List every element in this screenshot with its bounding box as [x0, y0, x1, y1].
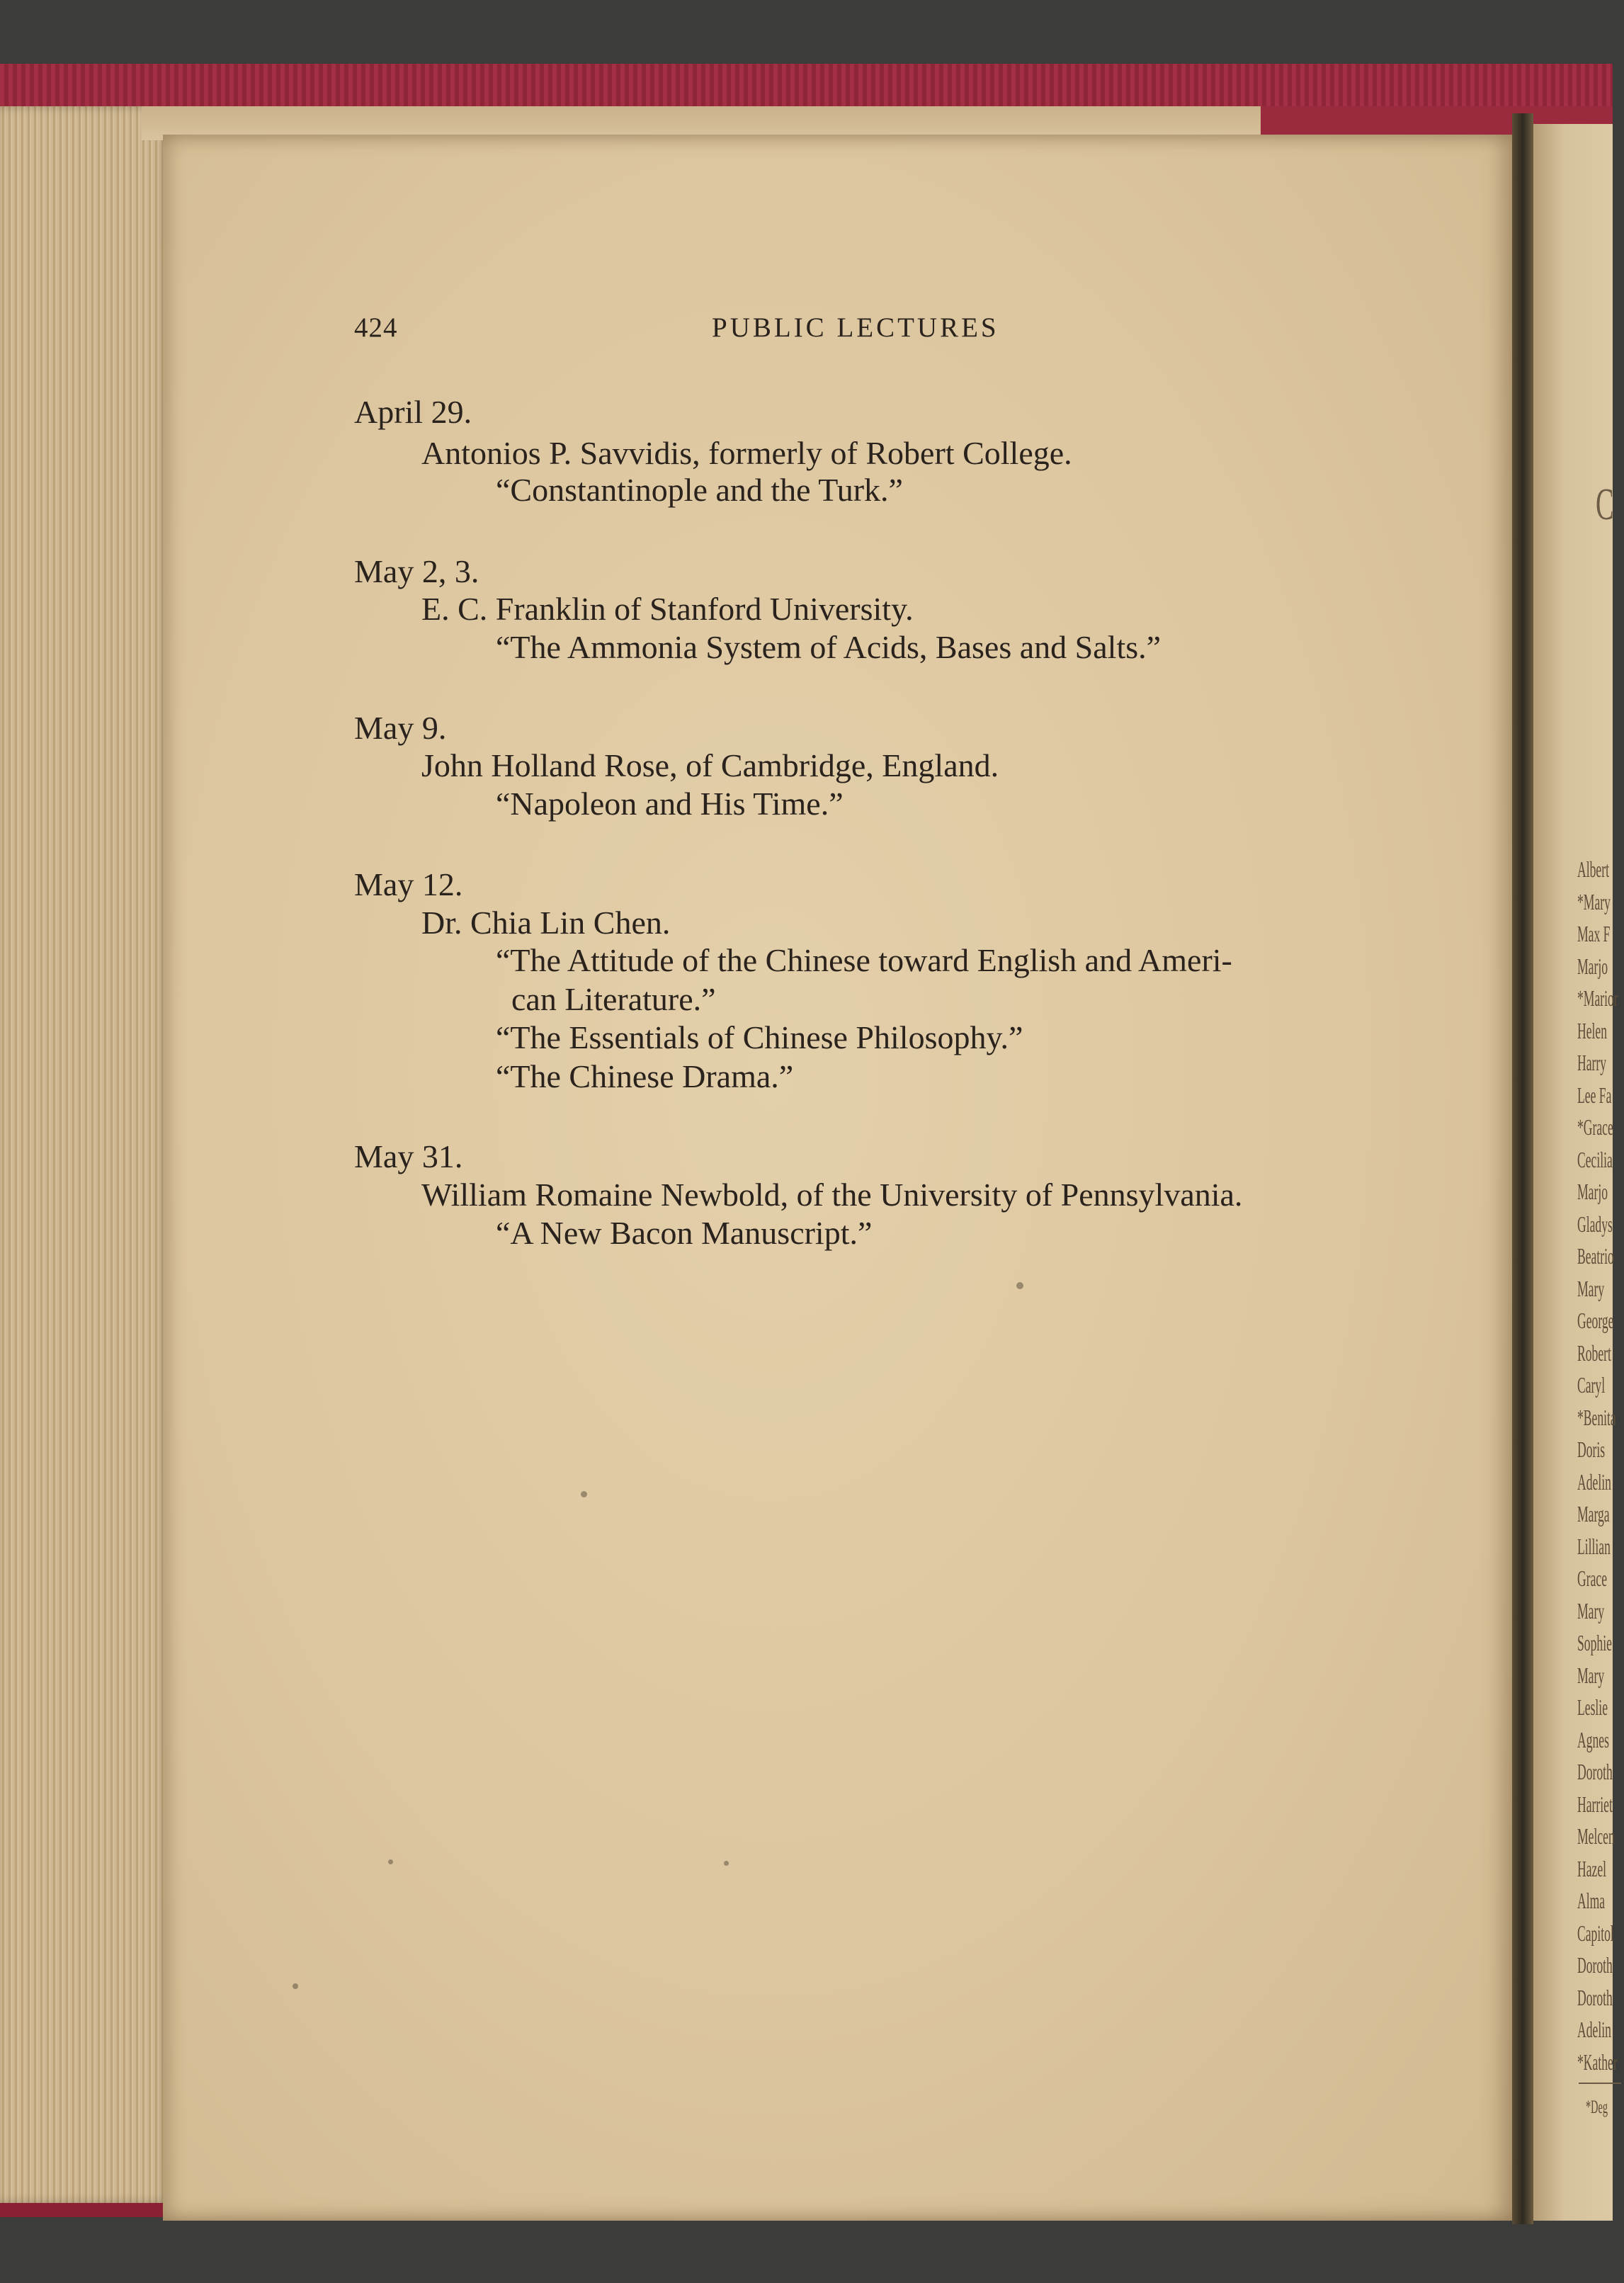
lecture-title: “The Ammonia System of Acids, Bases and Salts.” [496, 629, 1162, 665]
facing-name: *Marior [1577, 985, 1618, 1011]
facing-name: Marga [1577, 1501, 1610, 1526]
facing-name: Beatrio [1577, 1243, 1614, 1269]
book-gutter [1512, 113, 1533, 2224]
facing-name-list [1577, 854, 1624, 2078]
lecture-title: “The Chinese Drama.” [496, 1058, 794, 1094]
facing-name: Mary [1577, 1662, 1605, 1688]
facing-name: *Mary [1577, 888, 1611, 914]
page-header [0, 312, 1613, 354]
lecture-date: May 12. [354, 866, 463, 902]
facing-name: Alma [1577, 1888, 1606, 1913]
lecture-title: “The Attitude of the Chinese toward English and Ameri- [496, 942, 1232, 978]
lecture-speaker: William Romaine Newbold, of the University of Pennsylvania. [421, 1177, 1243, 1213]
facing-name: Adelin [1577, 2017, 1611, 2042]
facing-name: Doroth [1577, 1952, 1613, 1978]
cover-cloth-edge [0, 64, 1613, 106]
lecture-date: May 9. [354, 710, 447, 746]
paper-speck [724, 1861, 729, 1866]
lecture-title-continuation: can Literature.” [511, 981, 716, 1017]
facing-name: Caryl [1577, 1372, 1606, 1398]
paper-speck [293, 1983, 298, 1989]
facing-name: Adelin [1577, 1468, 1611, 1495]
facing-name: Leslie [1577, 1694, 1608, 1720]
paper-speck [1016, 1282, 1023, 1289]
paper-speck [388, 1859, 393, 1864]
lecture-speaker: Dr. Chia Lin Chen. [421, 905, 671, 941]
facing-name: Max F [1577, 921, 1611, 946]
facing-page [1533, 124, 1618, 2221]
page-number: 424 [354, 312, 398, 343]
lecture-speaker: John Holland Rose, of Cambridge, England. [421, 747, 999, 783]
facing-name: Agnes [1577, 1726, 1609, 1752]
facing-name: Melcen [1577, 1823, 1615, 1849]
facing-name: *Grace [1577, 1114, 1613, 1140]
lecture-speaker: Antonios P. Savvidis, formerly of Robert College. [421, 435, 1072, 471]
facing-name: Grace [1577, 1565, 1608, 1591]
facing-name: Doroth [1577, 1759, 1613, 1784]
lecture-title: “A New Bacon Manuscript.” [496, 1215, 873, 1251]
facing-footnote: *Deg [1586, 2097, 1608, 2117]
page-block-edges [0, 106, 170, 2203]
facing-drop-letter: C [1596, 479, 1614, 529]
running-head: PUBLIC LECTURES [712, 312, 999, 343]
facing-name: Mary [1577, 1597, 1605, 1624]
facing-footnote-rule [1579, 2083, 1621, 2084]
facing-name: Marjo [1577, 1179, 1608, 1204]
paper-speck [581, 1491, 587, 1497]
lecture-speaker: E. C. Franklin of Stanford University. [421, 591, 914, 627]
lecture-title: “The Essentials of Chinese Philosophy.” [496, 1019, 1023, 1055]
facing-name: Doroth [1577, 1984, 1613, 2010]
facing-name: Sophie [1577, 1630, 1612, 1655]
facing-name: Harriet [1577, 1791, 1613, 1817]
facing-name: *Kather [1577, 2049, 1618, 2075]
lecture-date: May 31. [354, 1138, 463, 1174]
lecture-date: April 29. [354, 394, 472, 430]
lecture-title: “Napoleon and His Time.” [496, 786, 844, 822]
facing-name: Harry [1577, 1050, 1607, 1075]
facing-name: Hazel [1577, 1855, 1607, 1881]
facing-name: Helen [1577, 1017, 1608, 1043]
facing-name: *Benita [1577, 1404, 1616, 1430]
facing-name: Cecilia [1577, 1146, 1613, 1172]
facing-name: Capitol [1577, 1920, 1614, 1946]
facing-name: Gladys [1577, 1211, 1613, 1237]
facing-name: Lee Fa [1577, 1082, 1612, 1108]
facing-name: George [1577, 1308, 1614, 1333]
lecture-title: “Constantinople and the Turk.” [496, 472, 903, 508]
facing-name: Marjo [1577, 953, 1608, 979]
facing-name: Mary [1577, 1275, 1605, 1301]
facing-name: Doris [1577, 1437, 1606, 1462]
facing-name: Lillian [1577, 1533, 1611, 1559]
lecture-date: May 2, 3. [354, 553, 479, 589]
facing-name: Robert [1577, 1339, 1611, 1366]
facing-name: Albert [1577, 856, 1609, 882]
